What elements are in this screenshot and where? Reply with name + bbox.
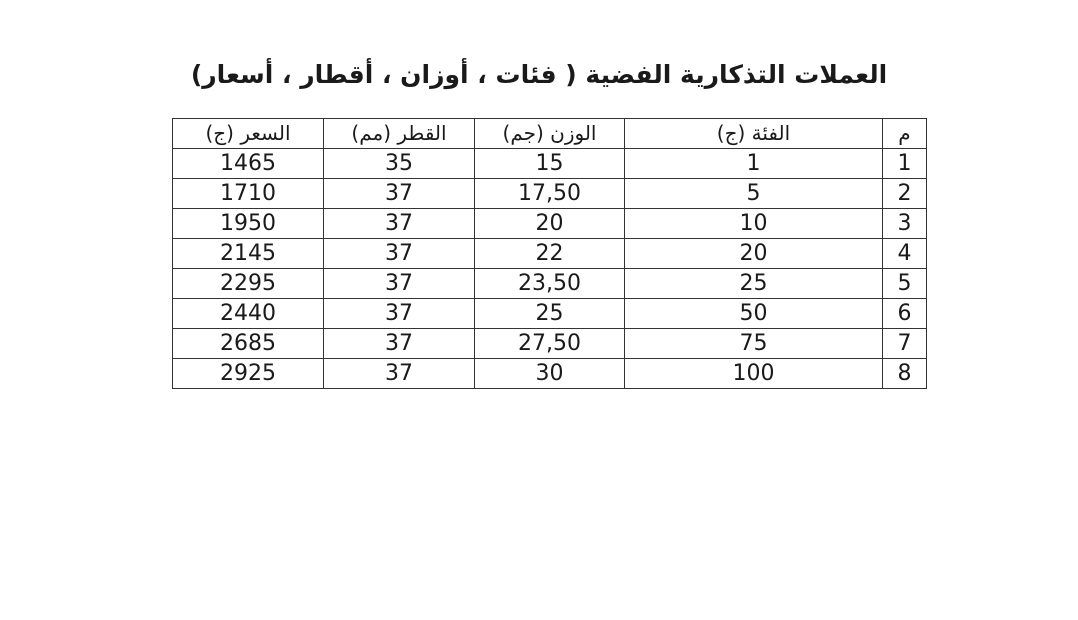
cell-price: 1465: [173, 149, 324, 179]
cell-diameter: 37: [324, 299, 475, 329]
cell-denomination: 5: [625, 179, 883, 209]
header-price: السعر (ج): [173, 119, 324, 149]
cell-index: 8: [883, 359, 927, 389]
cell-index: 5: [883, 269, 927, 299]
table-row: [173, 239, 927, 269]
table-row: [173, 149, 927, 179]
header-denomination: الفئة (ج): [625, 119, 883, 149]
cell-price: 1950: [173, 209, 324, 239]
cell-denomination: 50: [625, 299, 883, 329]
cell-weight: 23,50: [475, 269, 625, 299]
cell-weight: 17,50: [475, 179, 625, 209]
cell-diameter: 37: [324, 209, 475, 239]
cell-price: 2145: [173, 239, 324, 269]
table-row: [173, 329, 927, 359]
document-title: العملات التذكارية الفضية ( فئات ، أوزان ، أقطار ، أسعار): [190, 60, 888, 89]
cell-diameter: 37: [324, 329, 475, 359]
cell-weight: 30: [475, 359, 625, 389]
cell-price: 2295: [173, 269, 324, 299]
table-row: [173, 269, 927, 299]
table-row: [173, 299, 927, 329]
coins-table: [172, 118, 927, 389]
cell-index: 1: [883, 149, 927, 179]
header-diameter: القطر (مم): [324, 119, 475, 149]
cell-index: 6: [883, 299, 927, 329]
cell-diameter: 37: [324, 359, 475, 389]
cell-weight: 27,50: [475, 329, 625, 359]
cell-price: 2685: [173, 329, 324, 359]
table-row: [173, 209, 927, 239]
cell-diameter: 37: [324, 239, 475, 269]
cell-price: 2925: [173, 359, 324, 389]
cell-weight: 15: [475, 149, 625, 179]
cell-diameter: 35: [324, 149, 475, 179]
header-weight: الوزن (جم): [475, 119, 625, 149]
cell-index: 7: [883, 329, 927, 359]
cell-denomination: 1: [625, 149, 883, 179]
cell-denomination: 100: [625, 359, 883, 389]
cell-denomination: 25: [625, 269, 883, 299]
table-row: [173, 179, 927, 209]
cell-index: 3: [883, 209, 927, 239]
cell-price: 2440: [173, 299, 324, 329]
cell-weight: 25: [475, 299, 625, 329]
cell-index: 4: [883, 239, 927, 269]
cell-denomination: 10: [625, 209, 883, 239]
cell-diameter: 37: [324, 179, 475, 209]
cell-weight: 20: [475, 209, 625, 239]
table-row: [173, 359, 927, 389]
header-index: م: [883, 119, 927, 149]
cell-denomination: 20: [625, 239, 883, 269]
cell-diameter: 37: [324, 269, 475, 299]
table-header-row: [173, 119, 927, 149]
cell-index: 2: [883, 179, 927, 209]
cell-price: 1710: [173, 179, 324, 209]
cell-denomination: 75: [625, 329, 883, 359]
cell-weight: 22: [475, 239, 625, 269]
